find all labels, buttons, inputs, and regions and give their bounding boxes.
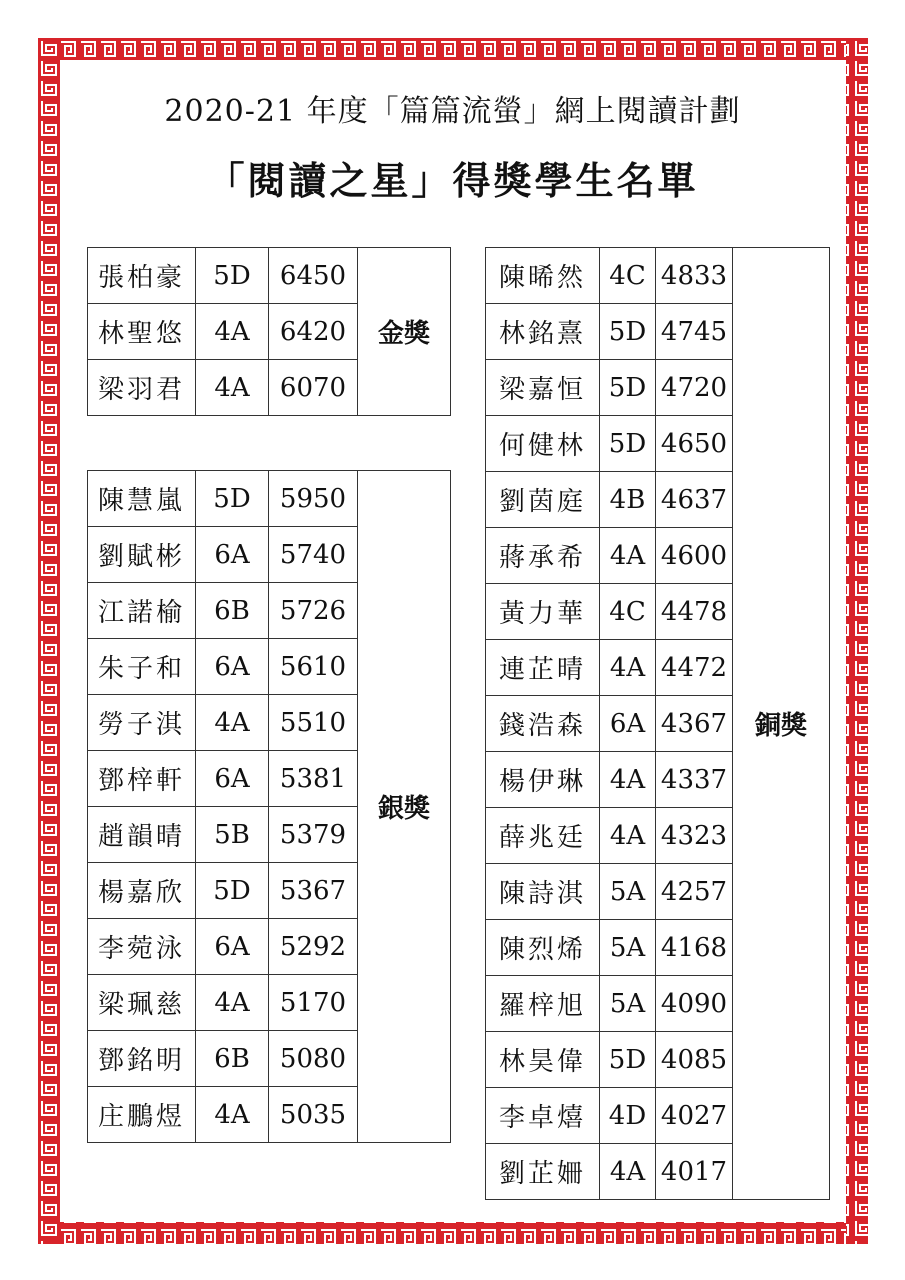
class-cell: 5A xyxy=(600,864,656,920)
score-cell: 4085 xyxy=(656,1032,733,1088)
student-name-cell: 趙韻晴 xyxy=(88,807,196,863)
student-name-cell: 林銘熹 xyxy=(486,304,600,360)
score-cell: 5381 xyxy=(269,751,358,807)
student-name-cell: 鄧梓軒 xyxy=(88,751,196,807)
score-cell: 5950 xyxy=(269,471,358,527)
student-name-cell: 梁嘉恒 xyxy=(486,360,600,416)
score-cell: 4637 xyxy=(656,472,733,528)
score-cell: 4017 xyxy=(656,1144,733,1200)
class-cell: 4C xyxy=(600,584,656,640)
score-cell: 4472 xyxy=(656,640,733,696)
score-cell: 5726 xyxy=(269,583,358,639)
silver-award-table xyxy=(87,470,451,1143)
class-cell: 4A xyxy=(196,360,269,416)
class-cell: 4A xyxy=(600,752,656,808)
class-cell: 4A xyxy=(600,808,656,864)
student-name-cell: 黃力華 xyxy=(486,584,600,640)
score-cell: 6070 xyxy=(269,360,358,416)
student-name-cell: 薛兆廷 xyxy=(486,808,600,864)
student-name-cell: 陳烈烯 xyxy=(486,920,600,976)
student-name-cell: 林聖悠 xyxy=(88,304,196,360)
class-cell: 5D xyxy=(600,304,656,360)
student-name-cell: 陳晞然 xyxy=(486,248,600,304)
class-cell: 4A xyxy=(600,640,656,696)
gold-award-label: 金獎 xyxy=(358,248,451,416)
class-cell: 5A xyxy=(600,920,656,976)
score-cell: 4745 xyxy=(656,304,733,360)
class-cell: 6A xyxy=(196,919,269,975)
score-cell: 4257 xyxy=(656,864,733,920)
class-cell: 6A xyxy=(196,639,269,695)
student-name-cell: 劉芷姍 xyxy=(486,1144,600,1200)
score-cell: 4367 xyxy=(656,696,733,752)
score-cell: 4323 xyxy=(656,808,733,864)
bronze-award-label: 銅獎 xyxy=(733,248,830,1200)
class-cell: 5A xyxy=(600,976,656,1032)
class-cell: 6A xyxy=(196,751,269,807)
class-cell: 6B xyxy=(196,583,269,639)
score-cell: 6450 xyxy=(269,248,358,304)
student-name-cell: 劉賦彬 xyxy=(88,527,196,583)
gold-award-table xyxy=(87,247,451,416)
class-cell: 4D xyxy=(600,1088,656,1144)
score-cell: 5292 xyxy=(269,919,358,975)
class-cell: 4A xyxy=(600,528,656,584)
class-cell: 4C xyxy=(600,248,656,304)
score-cell: 4168 xyxy=(656,920,733,976)
score-cell: 5610 xyxy=(269,639,358,695)
page-title-line1: 2020-21 年度「篇篇流螢」網上閱讀計劃 xyxy=(164,94,741,129)
class-cell: 4A xyxy=(600,1144,656,1200)
class-cell: 5D xyxy=(600,1032,656,1088)
student-name-cell: 楊嘉欣 xyxy=(88,863,196,919)
student-name-cell: 劉茵庭 xyxy=(486,472,600,528)
table-row xyxy=(88,248,451,304)
student-name-cell: 錢浩森 xyxy=(486,696,600,752)
student-name-cell: 楊伊琳 xyxy=(486,752,600,808)
table-row xyxy=(486,248,830,304)
student-name-cell: 連芷晴 xyxy=(486,640,600,696)
silver-award-label: 銀獎 xyxy=(358,471,451,1143)
student-name-cell: 勞子淇 xyxy=(88,695,196,751)
score-cell: 4478 xyxy=(656,584,733,640)
student-name-cell: 何健林 xyxy=(486,416,600,472)
student-name-cell: 鄧銘明 xyxy=(88,1031,196,1087)
class-cell: 5D xyxy=(196,863,269,919)
class-cell: 6A xyxy=(600,696,656,752)
student-name-cell: 蔣承希 xyxy=(486,528,600,584)
student-name-cell: 梁珮慈 xyxy=(88,975,196,1031)
class-cell: 6A xyxy=(196,527,269,583)
class-cell: 4A xyxy=(196,975,269,1031)
score-cell: 4600 xyxy=(656,528,733,584)
student-name-cell: 朱子和 xyxy=(88,639,196,695)
student-name-cell: 陳慧嵐 xyxy=(88,471,196,527)
student-name-cell: 庄鵬煜 xyxy=(88,1087,196,1143)
class-cell: 4A xyxy=(196,304,269,360)
class-cell: 5D xyxy=(196,248,269,304)
student-name-cell: 梁羽君 xyxy=(88,360,196,416)
score-cell: 5170 xyxy=(269,975,358,1031)
student-name-cell: 李卓熺 xyxy=(486,1088,600,1144)
student-name-cell: 陳詩淇 xyxy=(486,864,600,920)
student-name-cell: 林昊偉 xyxy=(486,1032,600,1088)
class-cell: 4B xyxy=(600,472,656,528)
student-name-cell: 張柏豪 xyxy=(88,248,196,304)
score-cell: 5080 xyxy=(269,1031,358,1087)
score-cell: 5510 xyxy=(269,695,358,751)
score-cell: 5367 xyxy=(269,863,358,919)
score-cell: 4027 xyxy=(656,1088,733,1144)
score-cell: 4720 xyxy=(656,360,733,416)
page-title-line2: 「閱讀之星」得獎學生名單 xyxy=(206,159,699,203)
score-cell: 5379 xyxy=(269,807,358,863)
score-cell: 5035 xyxy=(269,1087,358,1143)
class-cell: 4A xyxy=(196,695,269,751)
student-name-cell: 羅梓旭 xyxy=(486,976,600,1032)
score-cell: 4337 xyxy=(656,752,733,808)
score-cell: 4090 xyxy=(656,976,733,1032)
score-cell: 5740 xyxy=(269,527,358,583)
score-cell: 6420 xyxy=(269,304,358,360)
class-cell: 4A xyxy=(196,1087,269,1143)
score-cell: 4650 xyxy=(656,416,733,472)
table-row xyxy=(88,471,451,527)
student-name-cell: 江諾榆 xyxy=(88,583,196,639)
bronze-award-table xyxy=(485,247,830,1200)
class-cell: 6B xyxy=(196,1031,269,1087)
class-cell: 5B xyxy=(196,807,269,863)
student-name-cell: 李菀泳 xyxy=(88,919,196,975)
class-cell: 5D xyxy=(600,416,656,472)
score-cell: 4833 xyxy=(656,248,733,304)
class-cell: 5D xyxy=(600,360,656,416)
class-cell: 5D xyxy=(196,471,269,527)
